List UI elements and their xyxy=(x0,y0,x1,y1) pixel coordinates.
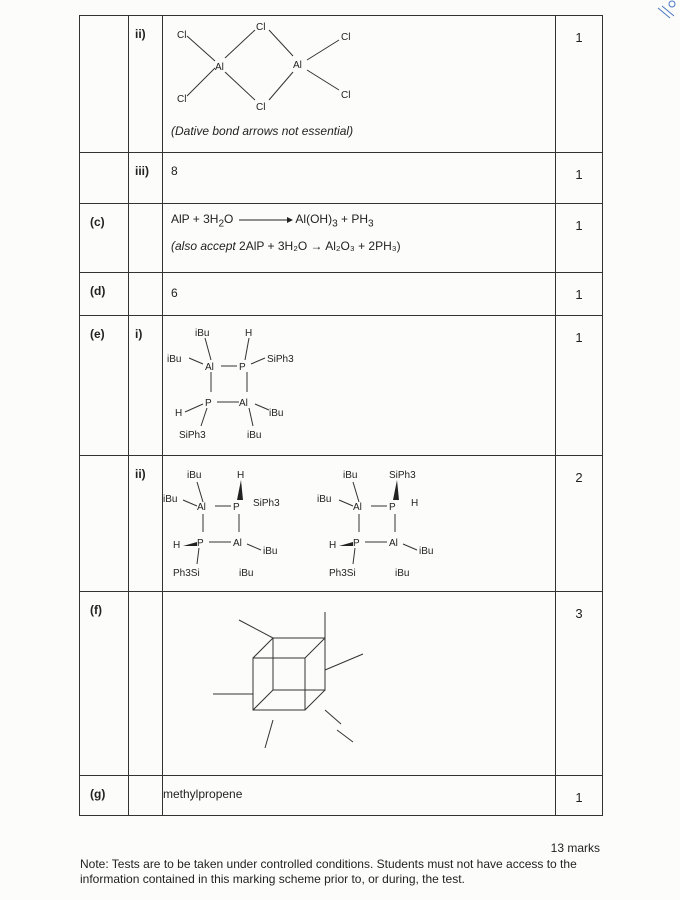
sub-cell xyxy=(129,776,163,816)
svg-text:iBu: iBu xyxy=(187,470,202,481)
atom-al: Al xyxy=(215,62,224,73)
mark-cell xyxy=(556,153,603,204)
svg-text:P: P xyxy=(389,502,396,513)
mark-cell xyxy=(556,316,603,456)
svg-text:Ph3Si: Ph3Si xyxy=(329,568,356,579)
sub-cell xyxy=(129,456,163,592)
answer-cell xyxy=(163,16,556,153)
svg-text:SiPh3: SiPh3 xyxy=(267,354,294,365)
svg-text:SiPh3: SiPh3 xyxy=(253,498,280,509)
sub-cell xyxy=(129,204,163,273)
mark-value: 1 xyxy=(575,167,583,182)
alternate-equation: (also accept 2AlP + 3H₂O → Al₂O₃ + 2PH₃) xyxy=(171,239,401,254)
part-label: (e) xyxy=(90,327,105,341)
al4p4-cube-structure xyxy=(203,598,443,768)
svg-text:iBu: iBu xyxy=(167,354,182,365)
atom-cl: Cl xyxy=(341,32,351,43)
answer-cell xyxy=(163,273,556,316)
svg-text:P: P xyxy=(233,502,240,513)
total-marks: 13 marks xyxy=(550,841,600,855)
svg-text:iBu: iBu xyxy=(163,494,178,505)
svg-text:P: P xyxy=(197,538,204,549)
stamp-icon xyxy=(654,0,678,20)
row-e-ii xyxy=(80,456,603,592)
part-cell xyxy=(80,204,129,273)
svg-text:P: P xyxy=(239,362,246,373)
mark-value: 2 xyxy=(575,470,583,485)
footer-note: Note: Tests are to be taken under controlled conditions. Students must not have access to the information contained in this marking scheme prior to, or during, the test. xyxy=(80,857,577,886)
svg-text:Al: Al xyxy=(205,362,214,373)
answer-cell xyxy=(163,456,556,592)
part-label: (d) xyxy=(90,284,106,298)
al2p2-ring-structure xyxy=(165,322,325,442)
mark-value: 1 xyxy=(575,218,583,233)
svg-text:Al: Al xyxy=(233,538,242,549)
svg-text:P: P xyxy=(205,398,212,409)
answer-cell xyxy=(163,776,556,816)
svg-text:H: H xyxy=(175,408,183,419)
answer-text: methylpropene xyxy=(163,787,243,801)
sub-cell xyxy=(129,16,163,153)
mark-value: 1 xyxy=(575,790,583,805)
atom-al: Al xyxy=(293,60,302,71)
part-label: (g) xyxy=(90,787,106,801)
row-d xyxy=(80,273,603,316)
svg-text:H: H xyxy=(329,540,337,551)
equation: AlP + $3H_2O$ $Al(OH)_3 + PH_3$ xyxy=(171,212,374,230)
part-cell xyxy=(80,16,129,153)
part-label: (f) xyxy=(90,603,102,617)
row-c xyxy=(80,204,603,273)
answer-text: 6 xyxy=(171,286,178,300)
atom-cl: Cl xyxy=(341,90,351,101)
part-label: (c) xyxy=(90,215,105,229)
row-b-iii xyxy=(80,153,603,204)
sub-cell xyxy=(129,153,163,204)
svg-text:iBu: iBu xyxy=(239,568,254,579)
svg-text:Ph3Si: Ph3Si xyxy=(173,568,200,579)
sub-label: ii) xyxy=(135,27,146,41)
sub-cell xyxy=(129,316,163,456)
svg-text:iBu: iBu xyxy=(343,470,358,481)
part-cell xyxy=(80,592,129,776)
atom-cl: Cl xyxy=(177,94,187,105)
svg-text:iBu: iBu xyxy=(195,328,210,339)
svg-text:H: H xyxy=(237,470,245,481)
sub-cell xyxy=(129,273,163,316)
atom-cl: Cl xyxy=(177,30,187,41)
svg-text:Al: Al xyxy=(197,502,206,513)
part-cell xyxy=(80,776,129,816)
svg-text:H: H xyxy=(411,498,419,509)
row-e-i xyxy=(80,316,603,456)
atom-cl: Cl xyxy=(256,22,266,33)
mark-cell xyxy=(556,456,603,592)
answer-cell xyxy=(163,316,556,456)
stereoisomer-structures xyxy=(163,466,463,586)
sub-label: ii) xyxy=(135,467,146,481)
sub-label: iii) xyxy=(135,164,149,178)
answer-cell xyxy=(163,153,556,204)
row-g xyxy=(80,776,603,816)
part-cell xyxy=(80,456,129,592)
row-b-ii xyxy=(80,16,603,153)
svg-text:SiPh3: SiPh3 xyxy=(179,430,206,441)
mark-cell xyxy=(556,204,603,273)
row-f xyxy=(80,592,603,776)
marking-scheme-table xyxy=(79,15,603,816)
svg-text:Al: Al xyxy=(239,398,248,409)
svg-text:iBu: iBu xyxy=(269,408,284,419)
svg-text:P: P xyxy=(353,538,360,549)
part-cell xyxy=(80,273,129,316)
mark-value: 1 xyxy=(575,287,583,302)
svg-text:Al: Al xyxy=(353,502,362,513)
part-cell xyxy=(80,153,129,204)
sub-label: i) xyxy=(135,327,143,341)
svg-text:iBu: iBu xyxy=(317,494,332,505)
dative-note: (Dative bond arrows not essential) xyxy=(171,124,354,138)
atom-cl: Cl xyxy=(256,102,266,113)
svg-text:Al: Al xyxy=(389,538,398,549)
svg-text:iBu: iBu xyxy=(247,430,262,441)
svg-text:iBu: iBu xyxy=(419,546,434,557)
mark-cell xyxy=(556,592,603,776)
answer-cell xyxy=(163,204,556,273)
svg-text:iBu: iBu xyxy=(263,546,278,557)
mark-cell xyxy=(556,16,603,153)
svg-text:H: H xyxy=(173,540,181,551)
sub-cell xyxy=(129,592,163,776)
svg-text:SiPh3: SiPh3 xyxy=(389,470,416,481)
mark-cell xyxy=(556,776,603,816)
mark-value: 3 xyxy=(575,606,583,621)
reaction-arrow xyxy=(237,215,293,225)
part-cell xyxy=(80,316,129,456)
mark-value: 1 xyxy=(575,330,583,345)
answer-text: 8 xyxy=(171,164,178,178)
mark-value: 1 xyxy=(575,30,583,45)
svg-text:iBu: iBu xyxy=(395,568,410,579)
al2cl6-structure xyxy=(169,18,389,118)
svg-text:H: H xyxy=(245,328,253,339)
answer-cell xyxy=(163,592,556,776)
mark-cell xyxy=(556,273,603,316)
